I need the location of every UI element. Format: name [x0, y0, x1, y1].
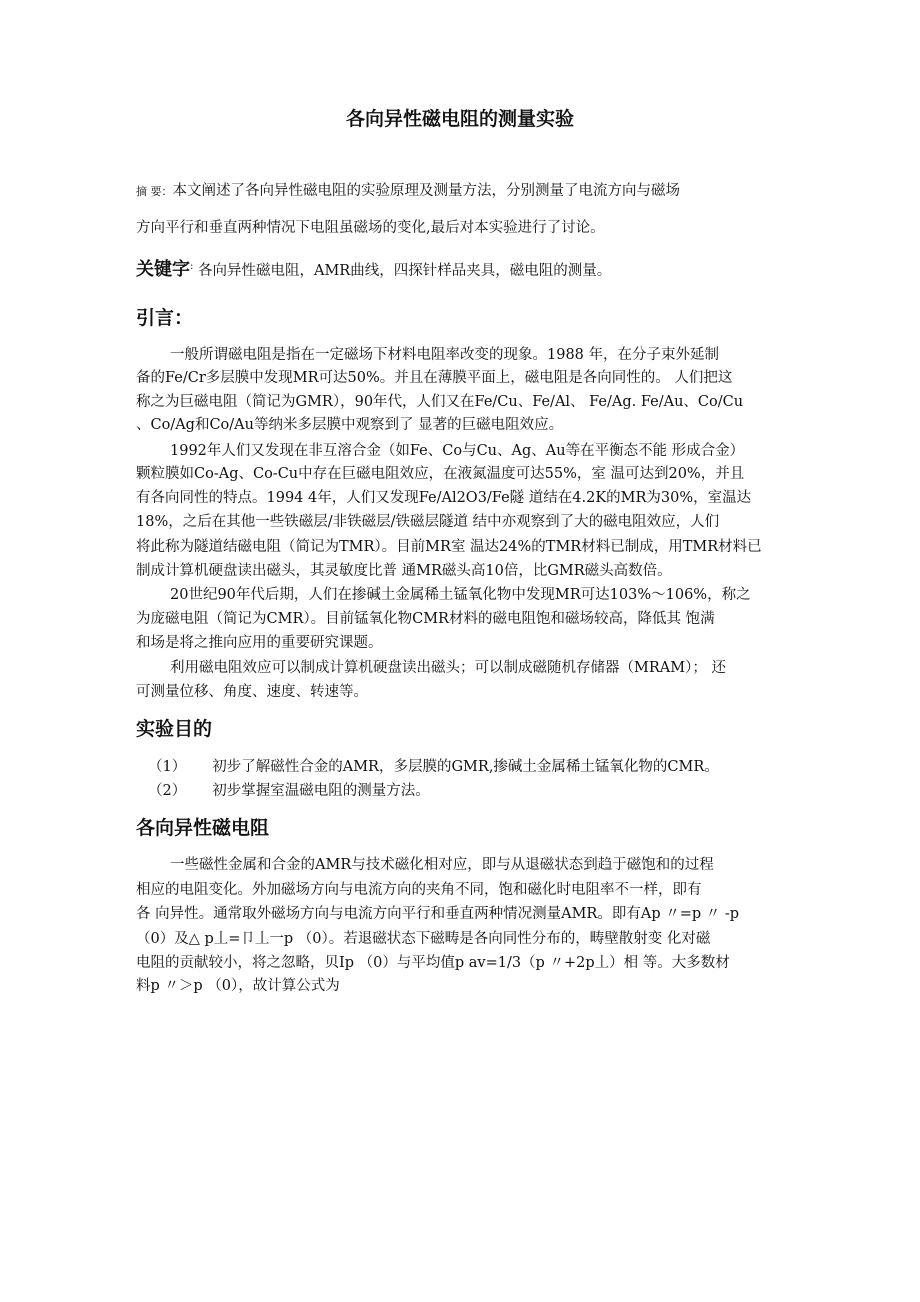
page-title: 各向异性磁电阻的测量实验	[345, 108, 574, 130]
purpose-item-text: 初步掌握室温磁电阻的测量方法。	[212, 783, 430, 799]
keywords-label: 关键字	[136, 258, 190, 280]
keywords-line: 关键字: 各向异性磁电阻，AMR曲线，四探针样品夹具，磁电阻的测量。	[136, 258, 612, 280]
amr-line: 相应的电阻变化。外加磁场方向与电流方向的夹角不同，饱和磁化时电阻率不一样，即有	[136, 882, 702, 898]
intro-line: 有各向同性的特点。1994 4年，人们又发现Fe/Al2O3/Fe隧 道结在4.2K的MR为30%，室温达	[136, 490, 752, 506]
intro-line: 颗粒膜如Co-Ag、Co-Cu中存在巨磁电阻效应，在液氮温度可达55%，室 温可达到20%，并且	[136, 466, 745, 482]
purpose-item-2	[148, 780, 430, 802]
intro-line: 18%，之后在其他一些铁磁层/非铁磁层/铁磁层隧道 结中亦观察到了大的磁电阻效应，人们	[136, 514, 720, 530]
keywords-text: 各向异性磁电阻，AMR曲线，四探针样品夹具，磁电阻的测量。	[197, 262, 612, 279]
intro-line: 为庞磁电阻（简记为CMR）。目前锰氧化物CMR材料的磁电阻饱和磁场较高，降低其 饱满	[136, 611, 715, 627]
purpose-item-number: （1）	[148, 759, 187, 775]
intro-line: 、Co/Ag和Co/Au等纳米多层膜中观察到了 显著的巨磁电阻效应。	[136, 417, 564, 433]
amr-line: 电阻的贡献较小，将之忽略，贝Ip （0）与平均值p av=1/3（p 〃+2p丄）相 等。大多数材	[136, 955, 730, 971]
intro-line: 可测量位移、角度、速度、转速等。	[136, 684, 368, 700]
intro-line: 和场是将之推向应用的重要研究课题。	[136, 635, 383, 651]
intro-line: 20世纪90年代后期，人们在掺碱土金属稀土锰氧化物中发现MR可达103%〜106%，称之	[170, 587, 751, 603]
amr-line: 一些磁性金属和合金的AMR与技术磁化相对应，即与从退磁状态到趋于磁饱和的过程	[170, 857, 714, 873]
intro-line: 1992年人们又发现在非互溶合金（如Fe、Co与Cu、Ag、Au等在平衡态不能 形成合金）	[170, 443, 745, 459]
intro-line: 一般所谓磁电阻是指在一定磁场下材料电阻率改变的现象。1988 年，在分子束外延制	[170, 347, 720, 363]
amr-heading: 各向异性磁电阻	[136, 817, 270, 839]
intro-line: 制成计算机硬盘读出磁头，其灵敏度比普 通MR磁头高10倍，比GMR磁头高数倍。	[136, 563, 672, 579]
intro-line: 备的Fe/Cr多层膜中发现MR可达50%。并且在薄膜平面上，磁电阻是各向同性的。 人们把这	[136, 370, 733, 386]
abstract-text-1: 本文阐述了各向异性磁电阻的实验原理及测量方法，分别测量了电流方向与磁场	[172, 183, 680, 199]
purpose-item-number: （2）	[148, 783, 187, 799]
purpose-item-1	[148, 756, 719, 778]
intro-heading: 引言：	[136, 307, 194, 329]
abstract-line-2: 方向平行和垂直两种情况下电阻虽磁场的变化,最后对本实验进行了讨论。	[136, 220, 605, 236]
purpose-heading: 实验目的	[136, 718, 213, 740]
abstract-label: 摘 要：	[136, 185, 173, 198]
amr-line: （0）及△ p丄=卩丄一p （0）。若退磁状态下磁畴是各向同性分布的，畴壁散射变 化对磁	[136, 931, 711, 947]
amr-line: 各 向异性。通常取外磁场方向与电流方向平行和垂直两种情况测量AMR。即有Ap 〃=p 〃 -p	[136, 906, 740, 922]
abstract-line-1	[136, 180, 680, 203]
intro-line: 称之为巨磁电阻（简记为GMR），90年代，人们又在Fe/Cu、Fe/Al、 Fe/Ag. Fe/Au、Co/Cu	[136, 394, 744, 410]
purpose-item-text: 初步了解磁性合金的AMR，多层膜的GMR,掺碱土金属稀土锰氧化物的CMR。	[212, 759, 719, 775]
intro-line: 将此称为隧道结磁电阻（简记为TMR）。目前MR室 温达24%的TMR材料已制成，用TMR材料已	[136, 539, 762, 555]
intro-line: 利用磁电阻效应可以制成计算机硬盘读出磁头；可以制成磁随机存储器（MRAM）； 还	[170, 660, 726, 676]
amr-line: 料p 〃＞p （0），故计算公式为	[136, 978, 340, 994]
